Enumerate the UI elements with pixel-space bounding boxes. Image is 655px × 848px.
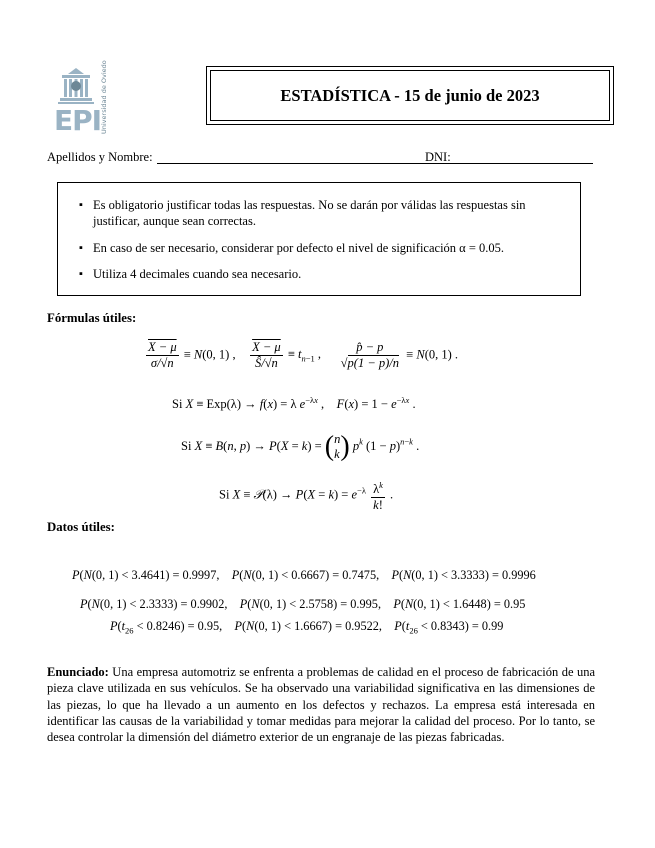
instruction-item: ▪ Es obligatorio justificar todas las respuestas. No se darán por válidas las respuestas sin justificar, aunque sean correctas. <box>93 197 526 229</box>
problem-statement <box>47 664 595 745</box>
logo-university-text: Universidad de Oviedo <box>100 60 108 134</box>
datos-row-2: P(N(0, 1) < 2.3333) = 0.9902, P(N(0, 1) < 2.5758) = 0.995, P(N(0, 1) < 1.6448) = 0.95 <box>80 597 526 611</box>
university-logo <box>50 60 120 137</box>
statement-label: Enunciado: <box>47 665 109 679</box>
formula-line-2: Si X ≡ Exp(λ) → f(x) = λ $e^{-\lambda x}$ , $F(x) = 1 - e^{-\lambda x}$ . <box>172 395 416 412</box>
page-title: ESTADÍSTICA - 15 de junio de 2023 <box>280 85 540 105</box>
name-field[interactable] <box>157 163 466 164</box>
name-label: Apellidos y Nombre: <box>47 150 153 164</box>
datos-row-1: P(N(0, 1) < 3.4641) = 0.9997, P(N(0, 1) < 0.6667) = 0.7475, P(N(0, 1) < 3.3333) = 0.9996 <box>72 568 536 582</box>
dni-label: DNI: <box>425 150 451 164</box>
logo-epi-text: EPI <box>54 104 102 137</box>
formulas-heading: Fórmulas útiles: <box>47 311 137 325</box>
formula-line-3: Si X ≡ B(n, p) → P(X = k) = ( n k ) $p^k$ $(1 - p)^{n-k}$ . <box>181 431 420 462</box>
university-seal-icon <box>54 66 98 106</box>
formula-line-4: Si X ≡ 𝒫(λ) → $P(X = k) = e^{-\lambda}$ $\frac{\lambda^k}{k!}$ . <box>219 480 394 513</box>
datos-row-3: $P(t_{26} < 0.8246) = 0.95$, P(N(0, 1) < 1.6667) = 0.9522, $P(t_{26} < 0.8343) = 0.99$ <box>110 619 504 636</box>
instruction-item: ▪ Utiliza 4 decimales cuando sea necesario. <box>93 266 301 282</box>
dni-field[interactable] <box>453 163 593 164</box>
instruction-item: ▪ En caso de ser necesario, considerar por defecto el nivel de significación α = 0.05. <box>93 240 504 256</box>
formula-line-1: $\frac{X - \mu}{\sigma/√n}$ ≡ N(0, 1) , $\frac{X - \mu}{Ŝ/√n}$ ≡ $t_{n-1}$ , $\frac{p̂ - p}{√p(1 - p)/n}$ ≡ N(0, 1) . <box>148 340 459 370</box>
title-box <box>206 66 614 125</box>
instructions-box <box>57 182 581 296</box>
datos-heading: Datos útiles: <box>47 520 115 534</box>
statement-text: Una empresa automotriz se enfrenta a problemas de calidad en el proceso de fabricación de una pieza clave utilizada en sus vehículos. Se ha observado una variabilidad significativa en las dimensiones de las piezas, lo que ha llevado a un aumento en los defectos y rechazos. La empresa está interesada en identificar las causas de la variabilidad y tomar medidas para mejorar la calidad del proceso. Por lo tanto, se desea controlar la dimensión del diámetro exterior de un engranaje de las piezas fabricadas. <box>47 665 596 745</box>
